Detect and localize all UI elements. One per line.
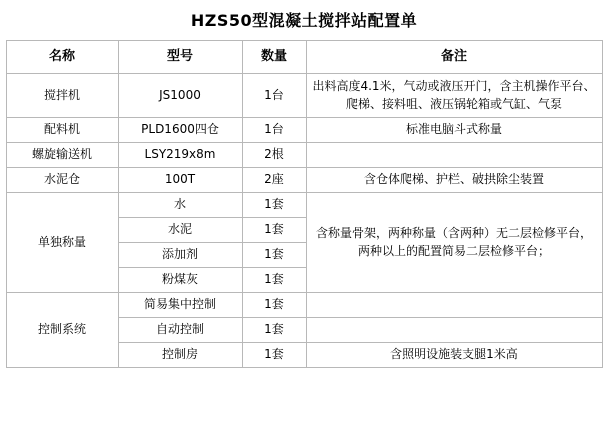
cell-model: 简易集中控制 xyxy=(118,293,242,318)
cell-quantity: 1套 xyxy=(242,318,306,343)
cell-name: 搅拌机 xyxy=(6,74,118,118)
column-header-model: 型号 xyxy=(118,41,242,74)
cell-group-remark-weighing: 含称量骨架，两种称量（含两种）无二层检修平台，两种以上的配置简易二层检修平台； xyxy=(306,193,602,293)
table-row xyxy=(6,118,602,143)
cell-quantity: 1套 xyxy=(242,243,306,268)
cell-name: 配料机 xyxy=(6,118,118,143)
cell-quantity: 2根 xyxy=(242,143,306,168)
column-header-quantity: 数量 xyxy=(242,41,306,74)
table-row xyxy=(6,168,602,193)
cell-remark: 含仓体爬梯、护栏、破拱除尘装置 xyxy=(306,168,602,193)
cell-quantity: 1台 xyxy=(242,74,306,118)
cell-quantity: 1套 xyxy=(242,218,306,243)
table-row xyxy=(6,74,602,118)
cell-remark xyxy=(306,143,602,168)
cell-model: 水 xyxy=(118,193,242,218)
table-body xyxy=(6,74,602,368)
cell-model: 自动控制 xyxy=(118,318,242,343)
cell-model: LSY219x8m xyxy=(118,143,242,168)
cell-name: 水泥仓 xyxy=(6,168,118,193)
cell-model: 粉煤灰 xyxy=(118,268,242,293)
cell-model: 添加剂 xyxy=(118,243,242,268)
column-header-remark: 备注 xyxy=(306,41,602,74)
cell-model: 100T xyxy=(118,168,242,193)
table-header-row xyxy=(6,41,602,74)
cell-group-name-control: 控制系统 xyxy=(6,293,118,368)
cell-group-name-weighing: 单独称量 xyxy=(6,193,118,293)
cell-quantity: 1台 xyxy=(242,118,306,143)
cell-remark: 出料高度4.1米，气动或液压开门，含主机操作平台、爬梯、接料咀、液压锅轮箱或气缸、气泵 xyxy=(306,74,602,118)
cell-quantity: 1套 xyxy=(242,343,306,368)
cell-model: 控制房 xyxy=(118,343,242,368)
configuration-table xyxy=(6,40,603,368)
cell-remark: 含照明设施装支腿1米高 xyxy=(306,343,602,368)
cell-quantity: 1套 xyxy=(242,293,306,318)
cell-name: 螺旋输送机 xyxy=(6,143,118,168)
cell-quantity: 1套 xyxy=(242,193,306,218)
column-header-name: 名称 xyxy=(6,41,118,74)
cell-model: JS1000 xyxy=(118,74,242,118)
page-title: HZS50型混凝土搅拌站配置单 xyxy=(190,11,418,30)
cell-remark xyxy=(306,293,602,318)
cell-quantity: 1套 xyxy=(242,268,306,293)
table-row xyxy=(6,193,602,218)
table-row xyxy=(6,143,602,168)
cell-remark xyxy=(306,318,602,343)
table-row xyxy=(6,293,602,318)
table-header xyxy=(6,41,602,74)
cell-model: PLD1600四仓 xyxy=(118,118,242,143)
cell-model: 水泥 xyxy=(118,218,242,243)
cell-remark: 标准电脑斗式称量 xyxy=(306,118,602,143)
cell-quantity: 2座 xyxy=(242,168,306,193)
